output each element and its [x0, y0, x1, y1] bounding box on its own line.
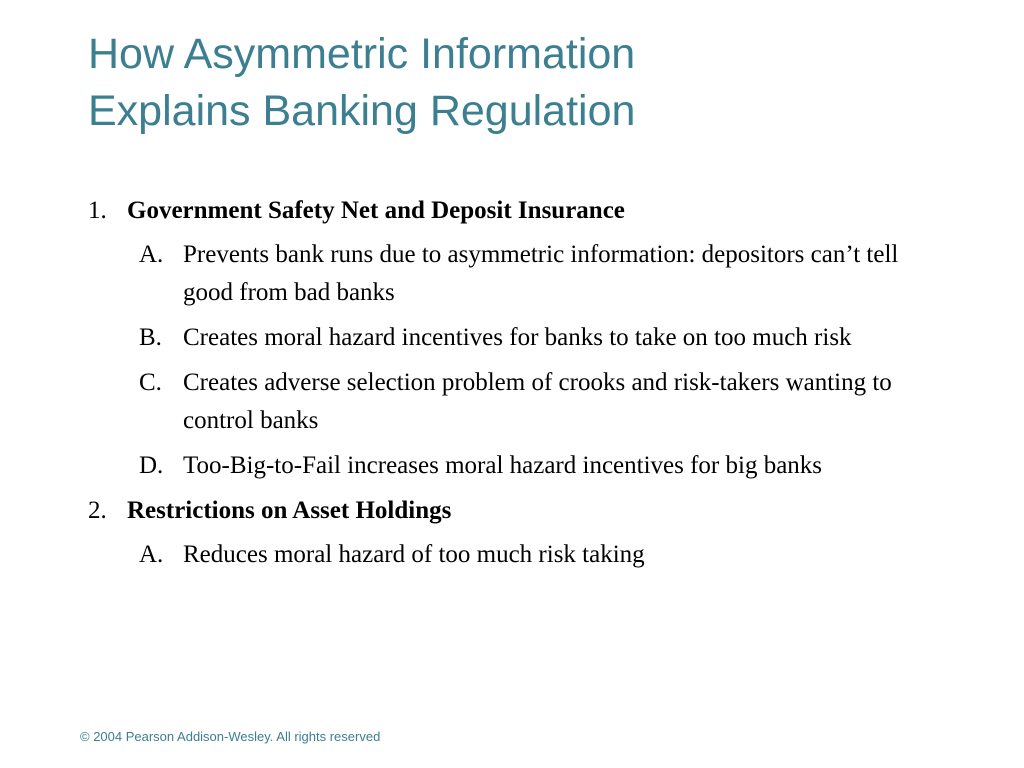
- sub-item-letter: A.: [139, 541, 164, 568]
- item-heading: Government Safety Net and Deposit Insurance: [127, 197, 625, 224]
- sub-item-text: Creates moral hazard incentives for banks to take on too much risk: [183, 324, 852, 351]
- slide-body: [0, 192, 1024, 581]
- sub-item-1d: [0, 447, 1024, 485]
- item-heading: Restrictions on Asset Holdings: [127, 497, 452, 524]
- sub-item-letter: D.: [139, 452, 164, 479]
- slide-title: [88, 26, 988, 140]
- sub-item-1c: [0, 364, 1024, 440]
- sub-item-letter: A.: [139, 241, 164, 268]
- sub-item-1a: [0, 236, 1024, 312]
- sub-item-1b: [0, 319, 1024, 357]
- sub-item-text: Creates adverse selection problem of crooks and risk-takers wanting to control banks: [183, 369, 892, 434]
- list-item-1: [0, 192, 1024, 230]
- sub-item-2a: [0, 536, 1024, 574]
- sub-item-text: Too-Big-to-Fail increases moral hazard incentives for big banks: [183, 452, 823, 479]
- title-line-2: Explains Banking Regulation: [88, 87, 636, 135]
- sub-item-text: Prevents bank runs due to asymmetric information: depositors can’t tell good from bad banks: [183, 241, 899, 306]
- list-item-2: [0, 492, 1024, 530]
- item-number: 2.: [88, 497, 107, 524]
- title-line-1: How Asymmetric Information: [88, 30, 636, 78]
- sub-item-text: Reduces moral hazard of too much risk taking: [183, 541, 645, 568]
- sub-item-letter: B.: [139, 324, 162, 351]
- sub-item-letter: C.: [139, 369, 162, 396]
- copyright-footer: © 2004 Pearson Addison-Wesley. All rights reserved: [80, 729, 381, 744]
- item-number: 1.: [88, 197, 107, 224]
